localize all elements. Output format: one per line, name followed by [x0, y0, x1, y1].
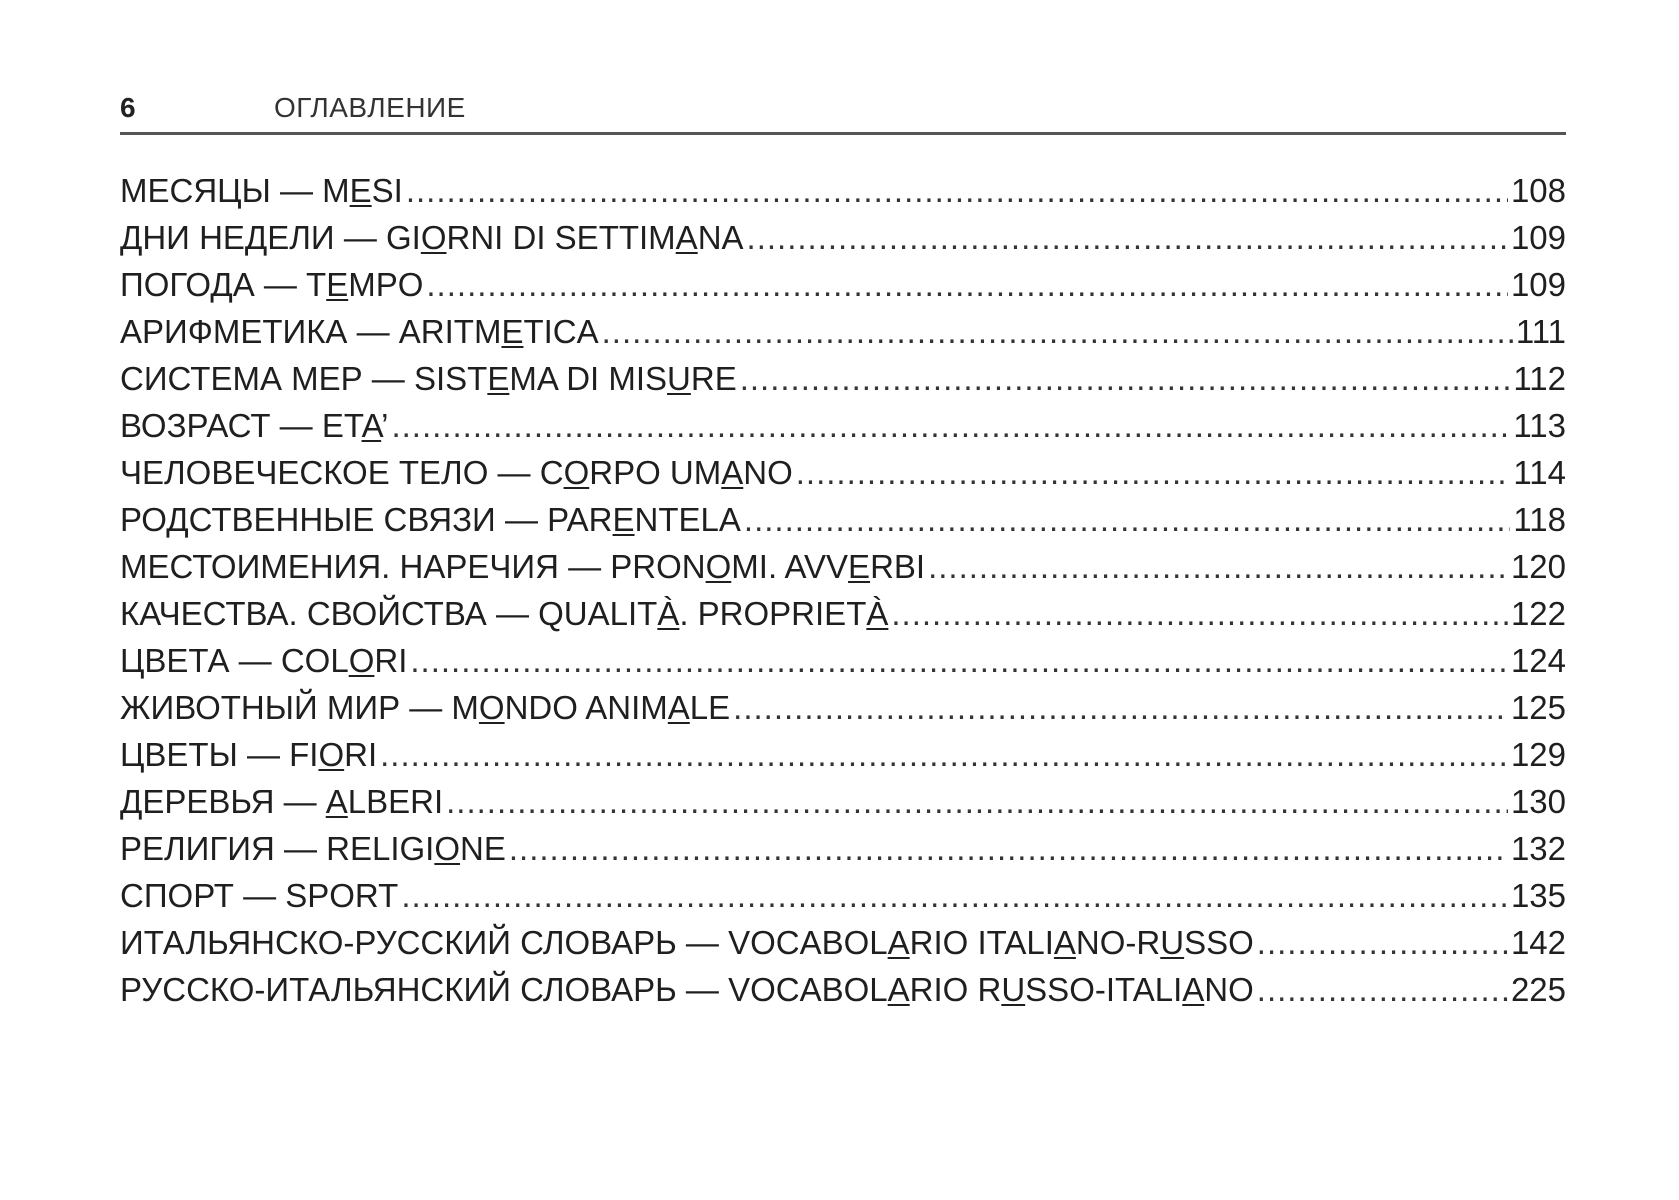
stressed-letter: E	[326, 266, 349, 303]
title-segment: SSO	[1184, 924, 1254, 961]
toc-entry-page-number: 124	[1510, 642, 1566, 679]
title-segment: NA	[697, 219, 744, 256]
title-segment: TICA	[523, 313, 599, 350]
dot-leader	[796, 449, 1511, 496]
dot-leader	[406, 167, 1508, 214]
title-segment: МЕСТОИМЕНИЯ. НАРЕЧИЯ — PRON	[120, 548, 706, 585]
toc-entry[interactable]	[120, 261, 1566, 308]
title-segment: ДЕРЕВЬЯ —	[120, 783, 326, 820]
stressed-letter: U	[1160, 924, 1185, 961]
toc-entry[interactable]	[120, 402, 1566, 449]
toc-entry[interactable]	[120, 449, 1566, 496]
title-segment: ПОГОДА — T	[120, 266, 327, 303]
stressed-letter: E	[487, 360, 510, 397]
stressed-letter: A	[721, 454, 744, 491]
toc-entry-page-number: 135	[1510, 877, 1566, 914]
stressed-letter: E	[848, 548, 871, 585]
toc-entry-page-number: 132	[1510, 830, 1566, 867]
toc-entry-page-number: 111	[1515, 313, 1566, 350]
title-segment: ’	[381, 407, 389, 444]
toc-entry-page-number: 112	[1513, 360, 1566, 397]
title-segment: NO-R	[1075, 924, 1161, 961]
title-segment: ВОЗРАСТ — ET	[120, 407, 362, 444]
dot-leader	[733, 684, 1508, 731]
title-segment: ЦВЕТА — COL	[120, 642, 349, 679]
stressed-letter: A	[675, 219, 698, 256]
toc-entry-page-number: 129	[1510, 736, 1566, 773]
toc-entry[interactable]	[120, 778, 1566, 825]
title-segment: RIO R	[909, 971, 1002, 1008]
title-segment: NTELA	[634, 501, 741, 538]
title-segment: MPO	[348, 266, 424, 303]
title-segment: MA DI MIS	[509, 360, 668, 397]
title-segment: РЕЛИГИЯ — RELIGI	[120, 830, 435, 867]
title-segment: NO	[743, 454, 793, 491]
toc-entry[interactable]	[120, 355, 1566, 402]
stressed-letter: U	[667, 360, 691, 397]
toc-entry[interactable]	[120, 167, 1566, 214]
stressed-letter: O	[434, 830, 461, 867]
toc-entry[interactable]	[120, 919, 1566, 966]
dot-leader	[891, 590, 1508, 637]
stressed-letter: A	[667, 689, 690, 726]
toc-entry-title	[120, 684, 730, 731]
toc-entry-page-number: 120	[1510, 548, 1566, 585]
title-segment: MI. AVV	[731, 548, 849, 585]
toc-entry[interactable]	[120, 590, 1566, 637]
title-segment: LE	[689, 689, 731, 726]
title-segment: RI	[344, 736, 378, 773]
stressed-letter: E	[349, 172, 372, 209]
title-segment: ДНИ НЕДЕЛИ — GI	[120, 219, 421, 256]
title-segment: RBI	[870, 548, 926, 585]
dot-leader	[401, 872, 1508, 919]
toc-entry-page-number: 225	[1510, 971, 1566, 1008]
toc-entry-page-number: 113	[1513, 407, 1566, 444]
page-number: 6	[120, 92, 136, 123]
toc-entry-title	[120, 966, 1254, 1013]
dot-leader	[426, 261, 1508, 308]
title-segment: RPO UM	[589, 454, 722, 491]
toc-entry[interactable]	[120, 637, 1566, 684]
toc-entry[interactable]	[120, 214, 1566, 261]
header-rule	[120, 132, 1566, 135]
stressed-letter: E	[501, 313, 524, 350]
stressed-letter: A	[361, 407, 382, 444]
title-segment: ИТАЛЬЯНСКО-РУССКИЙ СЛОВАРЬ — VOCABOL	[120, 924, 888, 961]
stressed-letter: O	[318, 736, 345, 773]
toc-entry-page-number: 109	[1510, 266, 1566, 303]
stressed-letter: O	[705, 548, 732, 585]
table-of-contents	[120, 167, 1566, 1013]
title-segment: SSO-ITALI	[1025, 971, 1183, 1008]
toc-entry-page-number: 114	[1513, 454, 1566, 491]
title-segment: РОДСТВЕННЫЕ СВЯЗИ — PAR	[120, 501, 613, 538]
toc-entry-title	[120, 402, 388, 449]
toc-entry-title	[120, 778, 443, 825]
toc-entry-page-number: 122	[1510, 595, 1566, 632]
toc-entry-title	[120, 167, 403, 214]
stressed-letter: O	[478, 689, 505, 726]
toc-entry-title	[120, 919, 1254, 966]
title-segment: NDO ANIM	[504, 689, 668, 726]
title-segment: SI	[371, 172, 403, 209]
dot-leader	[509, 825, 1508, 872]
stressed-letter: À	[657, 595, 680, 632]
toc-entry-title	[120, 449, 793, 496]
toc-entry[interactable]	[120, 825, 1566, 872]
stressed-letter: A	[887, 924, 910, 961]
stressed-letter: E	[612, 501, 635, 538]
title-segment: КАЧЕСТВА. СВОЙСТВА — QUALIT	[120, 595, 658, 632]
toc-entry-title	[120, 731, 377, 778]
title-segment: RIO ITALI	[909, 924, 1054, 961]
title-segment: NE	[460, 830, 506, 867]
stressed-letter: À	[866, 595, 889, 632]
toc-entry[interactable]	[120, 731, 1566, 778]
title-segment: СИСТЕМА МЕР — SIST	[120, 360, 488, 397]
title-segment: . PROPRIET	[679, 595, 867, 632]
toc-entry-title	[120, 355, 737, 402]
toc-entry-title	[120, 496, 741, 543]
toc-entry-page-number: 130	[1510, 783, 1566, 820]
title-segment: LBERI	[347, 783, 444, 820]
toc-entry-page-number: 109	[1510, 219, 1566, 256]
toc-entry-page-number: 108	[1510, 172, 1566, 209]
toc-entry-title	[120, 637, 407, 684]
title-segment: СПОРТ — SPORT	[120, 877, 399, 914]
toc-entry-title	[120, 825, 506, 872]
stressed-letter: O	[348, 642, 375, 679]
toc-entry[interactable]	[120, 308, 1566, 355]
toc-entry[interactable]	[120, 543, 1566, 590]
toc-entry[interactable]	[120, 684, 1566, 731]
dot-leader	[1257, 919, 1508, 966]
toc-entry-title	[120, 261, 423, 308]
toc-entry[interactable]	[120, 496, 1566, 543]
title-segment: RNI DI SETTIM	[446, 219, 676, 256]
stressed-letter: A	[325, 783, 348, 820]
dot-leader	[602, 308, 1513, 355]
title-segment: RE	[690, 360, 737, 397]
title-segment: РУССКО-ИТАЛЬЯНСКИЙ СЛОВАРЬ — VOCABOL	[120, 971, 888, 1008]
stressed-letter: O	[563, 454, 590, 491]
title-segment: NO	[1204, 971, 1254, 1008]
page-header	[120, 92, 1566, 132]
stressed-letter: A	[1182, 971, 1205, 1008]
title-segment: RI	[374, 642, 408, 679]
dot-leader	[391, 402, 1510, 449]
stressed-letter: A	[887, 971, 910, 1008]
toc-entry-title	[120, 590, 888, 637]
title-segment: АРИФМЕТИКА — ARITM	[120, 313, 502, 350]
toc-entry-title	[120, 214, 744, 261]
toc-entry-title	[120, 872, 398, 919]
stressed-letter: A	[1053, 924, 1076, 961]
toc-entry-title	[120, 543, 925, 590]
dot-leader	[744, 496, 1510, 543]
dot-leader	[380, 731, 1508, 778]
toc-entry-page-number: 125	[1510, 689, 1566, 726]
title-segment: ЖИВОТНЫЙ МИР — M	[120, 689, 479, 726]
toc-entry-page-number: 142	[1510, 924, 1566, 961]
title-segment: ЦВЕТЫ — FI	[120, 736, 319, 773]
dot-leader	[1257, 966, 1508, 1013]
toc-entry[interactable]	[120, 872, 1566, 919]
toc-entry-page-number: 118	[1513, 501, 1566, 538]
dot-leader	[747, 214, 1508, 261]
stressed-letter: U	[1001, 971, 1026, 1008]
dot-leader	[446, 778, 1508, 825]
running-title: ОГЛАВЛЕНИЕ	[274, 92, 466, 123]
stressed-letter: O	[420, 219, 447, 256]
toc-entry[interactable]	[120, 966, 1566, 1013]
toc-entry-title	[120, 308, 599, 355]
dot-leader	[928, 543, 1508, 590]
dot-leader	[410, 637, 1508, 684]
title-segment: ЧЕЛОВЕЧЕСКОЕ ТЕЛО — C	[120, 454, 564, 491]
dot-leader	[740, 355, 1511, 402]
title-segment: МЕСЯЦЫ — M	[120, 172, 350, 209]
